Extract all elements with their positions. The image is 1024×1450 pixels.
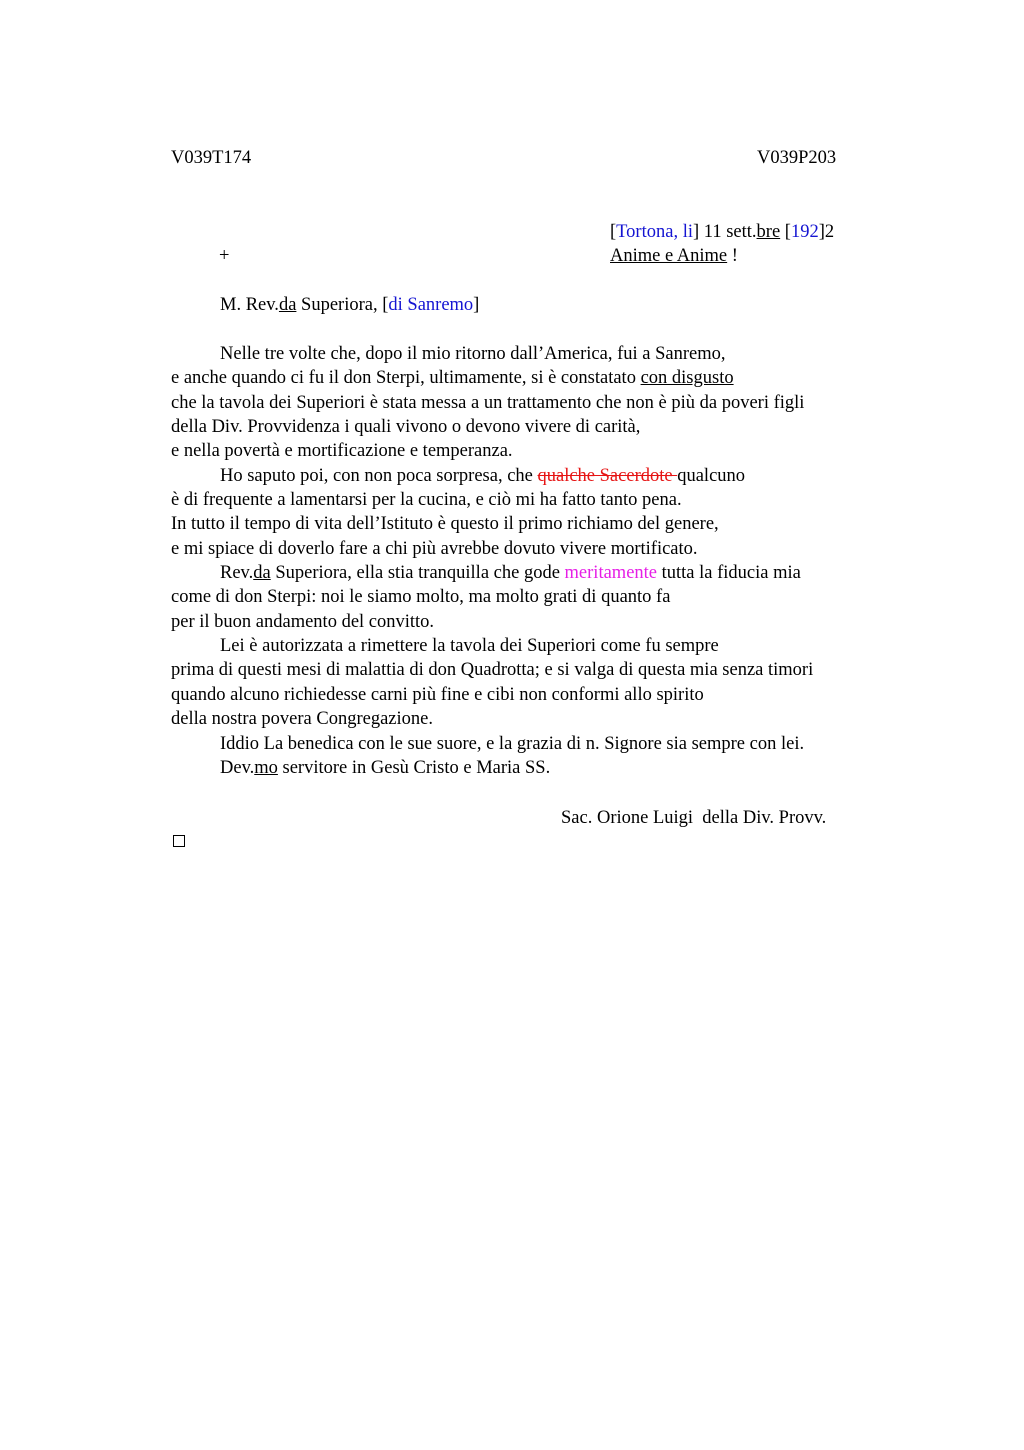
body-line: come di don Sterpi: noi le siamo molto, ma molto grati di quanto fa xyxy=(171,587,671,608)
letter-body xyxy=(171,342,813,780)
document-code-left: V039T174 xyxy=(171,148,252,168)
dateline-year-digit: 2 xyxy=(824,222,835,242)
salutation-editorial: di Sanremo xyxy=(388,295,474,315)
highlighted-text: meritamente xyxy=(564,563,658,584)
body-line xyxy=(171,464,813,488)
dateline-bracket: [ xyxy=(610,222,617,242)
body-text: Ho saputo poi, con non poca sorpresa, che xyxy=(220,465,538,486)
dateline-month-suffix: bre xyxy=(756,222,781,242)
body-line: Lei è autorizzata a rimettere la tavola dei Superiori come fu sempre xyxy=(220,636,719,657)
signature: Sac. Orione Luigi della Div. Provv. xyxy=(561,808,827,828)
dateline xyxy=(610,220,834,244)
body-text: Dev. xyxy=(220,757,255,778)
body-underlined-text: mo xyxy=(254,757,278,778)
salutation xyxy=(220,293,479,317)
body-line: è di frequente a lamentarsi per la cucina, e ciò mi ha fatto tanto pena. xyxy=(171,490,682,511)
body-text: qualcuno xyxy=(677,465,746,486)
salutation-middle: Superiora, xyxy=(296,295,383,315)
body-line: quando alcuno richiedesse carni più fine e cibi non conformi allo spirito xyxy=(171,684,704,705)
body-text: Rev. xyxy=(220,563,254,584)
body-line: In tutto il tempo di vita dell’Istituto è questo il primo richiamo del genere, xyxy=(171,514,719,535)
body-underlined-text: da xyxy=(253,563,271,584)
dateline-day-month: 11 sett. xyxy=(699,222,757,242)
motto xyxy=(610,244,738,268)
dateline-place: Tortona, li xyxy=(616,222,693,242)
document-code-right: V039P203 xyxy=(757,148,837,168)
salutation-suffix: da xyxy=(278,295,297,315)
body-line: che la tavola dei Superiori è stata messa a un trattamento che non è più da poveri figli xyxy=(171,392,805,413)
body-line: per il buon andamento del convitto. xyxy=(171,611,435,632)
dateline-year-editorial: 192 xyxy=(790,222,819,242)
body-line xyxy=(171,756,813,780)
body-text: tutta la fiducia mia xyxy=(657,563,801,584)
body-line xyxy=(171,366,813,390)
dateline-bracket: ] xyxy=(692,222,700,242)
deleted-text: qualche Sacerdote xyxy=(537,465,678,486)
body-line: Iddio La benedica con le sue suore, e la grazia di n. Signore sia sempre con lei. xyxy=(220,733,805,754)
salutation-bracket: [ xyxy=(382,295,389,315)
body-line: della Div. Provvidenza i quali vivono o devono vivere di carità, xyxy=(171,417,641,438)
motto-suffix: ! xyxy=(727,246,738,266)
body-line: e nella povertà e mortificazione e temperanza. xyxy=(171,441,513,462)
salutation-bracket: ] xyxy=(473,295,480,315)
motto-text: Anime e Anime xyxy=(610,246,728,266)
body-line xyxy=(171,561,813,585)
cross-symbol: + xyxy=(219,246,230,266)
body-line: e mi spiace di doverlo fare a chi più avrebbe dovuto vivere mortificato. xyxy=(171,538,698,559)
dateline-bracket: ] xyxy=(818,222,825,242)
dateline-bracket: [ xyxy=(780,222,791,242)
body-line: Nelle tre volte che, dopo il mio ritorno dall’America, fui a Sanremo, xyxy=(220,344,726,364)
body-text: e anche quando ci fu il don Sterpi, ultimamente, si è constatato xyxy=(171,368,641,389)
body-text: Superiora, ella stia tranquilla che gode xyxy=(270,563,565,584)
body-line: prima di questi mesi di malattia di don Quadrotta; e si valga di questa mia senza timori xyxy=(171,660,814,681)
salutation-prefix: M. Rev. xyxy=(220,295,279,315)
square-symbol-icon xyxy=(173,835,185,847)
body-line: della nostra povera Congregazione. xyxy=(171,709,433,730)
body-text: servitore in Gesù Cristo e Maria SS. xyxy=(277,757,551,778)
body-underlined-text: con disgusto xyxy=(640,368,734,389)
